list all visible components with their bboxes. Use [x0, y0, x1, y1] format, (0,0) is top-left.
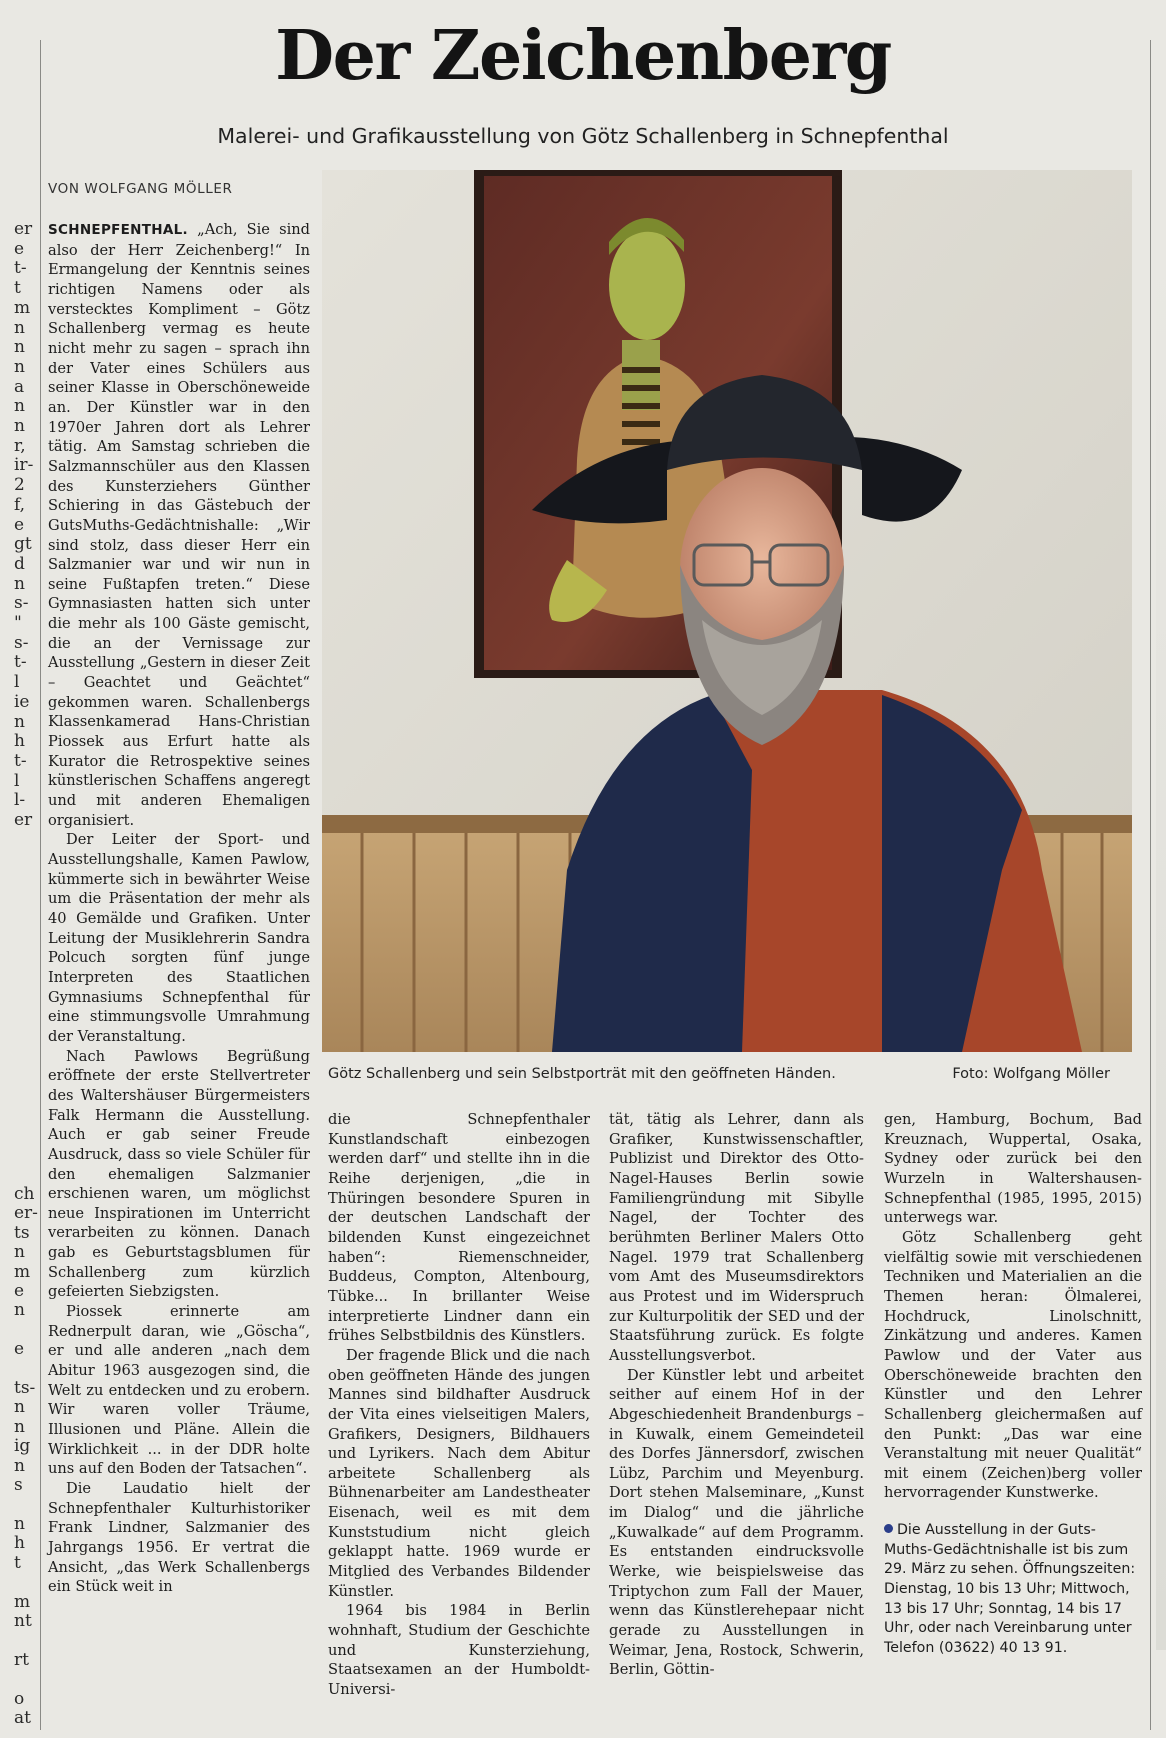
article-column-2: [328, 1110, 590, 1700]
article-photo: [322, 170, 1132, 1052]
subheadline: Malerei- und Grafikausstellung von Götz Schallenberg in Schnepfenthal: [217, 124, 949, 148]
paragraph: [48, 220, 310, 830]
photo-artist-with-selfportrait: [322, 170, 1132, 1052]
headline: Der Zeichenberg: [275, 16, 891, 96]
info-text: Die Ausstellung in der Guts-Muths-Gedächtnishalle ist bis zum 29. März zu sehen. Öffnungszeiten: Dienstag, 10 bis 13 Uhr; Mittwoch, 13 bis 17 Uhr; Sonntag, 14 bis 17 Uhr, oder nach Vereinbarung unter Telefon (03622) 40 13 91.: [884, 1522, 1136, 1656]
neighbor-column-fragment: er e t- t m n n n a n n r, ir- 2 f, e gt d n s- " s- t- l ie n h t- l l- er: [14, 219, 34, 831]
paragraph: die Schnepfenthaler Kunstlandschaft einbezogen werden darf“ und stellte ihn in die Reihe derjenigen, „die in Thüringen besondere Spuren in der deutschen Landschaft der bildenden Kunst eingezeichnet haben“: Riemenschneider, Buddeus, Compton, Altenbourg, Tübke... In brillanter Weise interpretierte Lindner dann ein frühes Selbstbildnis des Künstlers.: [328, 1111, 590, 1345]
info-box: [884, 1521, 1142, 1658]
paragraph: Der fragende Blick und die nach oben geöffneten Hände des jungen Mannes sind bildhafter Ausdruck der Vita eines vielseitigen Malers, Grafikers, Designers, Bildhauers und Lyrikers. Nach dem Abitur arbeitete Schallenberg als Bühnenarbeiter am Landestheater Eisenach, weil es mit dem Kunststudium nicht gleich geklappt hatte. 1969 wurde er Mitglied des Verbandes Bildender Künstler.: [328, 1346, 590, 1600]
neighbor-column-fragment-lower: ch er- ts n m e n e ts- n n ig n s n h t m nt rt o at: [14, 1184, 38, 1728]
photo-credit: Foto: Wolfgang Möller: [952, 1066, 1110, 1082]
paragraph: Nach Pawlows Begrüßung eröffnete der erste Stellvertreter des Waltershäuser Bürgermeisters Falk Hermann die Ausstellung. Auch er gab seiner Freude Ausdruck, dass so viele Schüler für den ehemaligen Salzmanier erschienen waren, um möglichst neue Inspirationen im Unterricht verarbeiten zu können. Danach gab es Geburtstagsblumen für Schallenberg zum kürzlich gefeierten Siebzigsten.: [48, 1047, 310, 1301]
article-column-3: [609, 1110, 864, 1680]
paragraph: gen, Hamburg, Bochum, Bad Kreuznach, Wuppertal, Osaka, Sydney oder zurück bei den Wurzeln in Waltershausen-Schnepfenthal (1985, 1995, 2015) unterwegs war.: [884, 1111, 1142, 1227]
paragraph: 1964 bis 1984 in Berlin wohnhaft, Studium der Geschichte und Kunsterziehung, Staatsexamen an der Humboldt-Universi-: [328, 1602, 590, 1699]
paragraph: Der Leiter der Sport- und Ausstellungshalle, Kamen Pawlow, kümmerte sich in bewährter Weise um die Präsentation der mehr als 40 Gemälde und Grafiken. Unter Leitung der Musiklehrerin Sandra Polcuch sorgten fünf junge Interpreten des Staatlichen Gymnasiums Schnepfenthal für eine stimmungsvolle Umrahmung der Veranstaltung.: [48, 831, 310, 1045]
photo-caption: Götz Schallenberg und sein Selbstporträt mit den geöffneten Händen.: [328, 1066, 836, 1082]
paragraph: tät, tätig als Lehrer, dann als Grafiker, Kunstwissenschaftler, Publizist und Direktor des Otto-Nagel-Hauses Berlin sowie Familiengründung mit Sibylle Nagel, der Tochter des berühmten Berliner Malers Otto Nagel. 1979 trat Schallenberg vom Amt des Museumsdirektors aus Protest und im Widerspruch zur Kulturpolitik der SED und der Staatsführung zurück. Es folgte Ausstellungsverbot.: [609, 1111, 864, 1364]
paragraph: Der Künstler lebt und arbeitet seither auf einem Hof in der Abgeschiedenheit Brandenburgs – in Kuwalk, einem Gemeindeteil des Dorfes Jännersdorf, zwischen Lübz, Parchim und Meyenburg. Dort stehen Malseminare, „Kunst im Dialog“ und die jährliche „Kuwalkade“ auf dem Programm. Es entstanden eindrucksvolle Werke, wie beispielsweise das Triptychon zum Fall der Mauer, wenn das Künstlerehepaar nicht gerade zu Ausstellungen in Weimar, Jena, Rostock, Schwerin, Berlin, Göttin-: [609, 1366, 864, 1679]
article-column-4: [884, 1110, 1142, 1658]
column-rule-left: [40, 40, 41, 1730]
paragraph: Götz Schallenberg geht vielfältig sowie mit verschiedenen Techniken und Materialien an die Themen heran: Ölmalerei, Hochdruck, Linolschnitt, Zinkätzung und anderes. Kamen Pawlow und der Vater aus Oberschöneweide brachten den Künstler und den Lehrer Schallenberg gleichermaßen auf den Punkt: „Das war eine Veranstaltung mit neuer Qualität“ mit einem (Zeichen)berg voller hervorragender Kunstwerke.: [884, 1228, 1142, 1502]
column-rule-right: [1150, 40, 1151, 1730]
paragraph: Piossek erinnerte am Rednerpult daran, wie „Göscha“, er und alle anderen „nach dem Abitur 1963 ausgezogen sind, die Welt zu entdecken und zu erobern. Wir waren voller Träume, Illusionen und Pläne. Allein die Wirklichkeit ... in der DDR holte uns auf den Boden der Tatsachen“.: [48, 1303, 310, 1478]
bullet-icon: [884, 1524, 893, 1533]
byline: VON WOLFGANG MÖLLER: [48, 181, 233, 197]
dateline: SCHNEPFENTHAL.: [48, 222, 188, 238]
article-column-1: [48, 220, 310, 1597]
neighbor-column-edge: [1156, 250, 1166, 1650]
paragraph-text: „Ach, Sie sind also der Herr Zeichenberg!“ In Ermangelung der Kenntnis seines richtigen Namens oder als verstecktes Kompliment – Götz Schallenberg vermag es heute nicht mehr zu sagen – sprach ihn der Vater eines Schülers aus seiner Klasse in Oberschöneweide an. Der Künstler war in den 1970er Jahren dort als Lehrer tätig. Am Samstag schrieben die Salzmannschüler aus den Klassen des Kunsterziehers Günther Schiering in das Gästebuch der GutsMuths-Gedächtnishalle: „Wir sind stolz, dass dieser Herr ein Salzmanier war und wir nun in seine Fußtapfen treten.“ Diese Gymnasiasten hatten sich unter die mehr als 100 Gäste gemischt, die an der Vernissage zur Ausstellung „Gestern in dieser Zeit – Geachtet und Geächtet“ gekommen waren. Schallenbergs Klassenkamerad Hans-Christian Piossek aus Erfurt hatte als Kurator die Retrospektive seines künstlerischen Schaffens angeregt und mit anderen Ehemaligen organisiert.: [48, 221, 310, 829]
paragraph: Die Laudatio hielt der Schnepfenthaler Kulturhistoriker Frank Lindner, Salzmanier des Jahrgangs 1956. Er vertrat die Ansicht, „das Werk Schallenbergs ein Stück weit in: [48, 1480, 310, 1596]
